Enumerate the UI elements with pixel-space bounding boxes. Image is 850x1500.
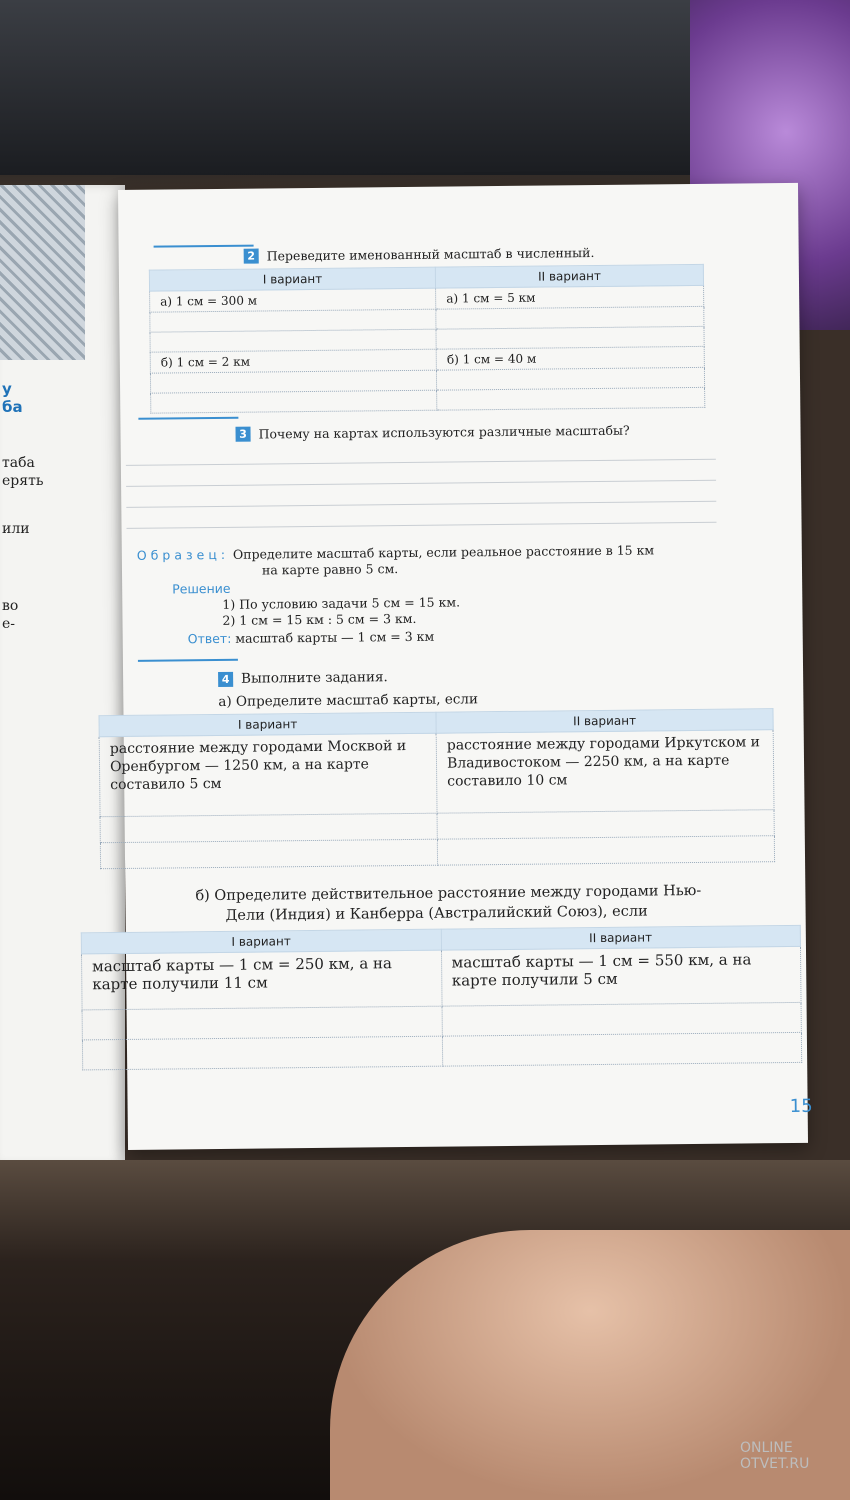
task4a-v1: расстояние между городами Москвой и Оренбургом — 1250 км, а на карте составило 5 см (99, 733, 437, 817)
left-fragment: или (2, 521, 30, 537)
answer-label: Ответ: (187, 630, 232, 647)
left-fragment: тaба (2, 455, 35, 471)
task2-table (149, 264, 705, 414)
task4b-v1: масштаб карты — 1 см = 250 км, а на карте получили 11 см (81, 950, 441, 1010)
task2-col1: I вариант (149, 267, 435, 291)
task3-number: 3 (235, 427, 250, 442)
left-fragment: е- (2, 616, 16, 632)
answer-cell[interactable] (442, 1032, 802, 1066)
task2-heading (244, 245, 595, 264)
answer-cell[interactable] (100, 813, 437, 843)
task4-title: Выполните задания. (241, 669, 388, 687)
section-rule (154, 245, 254, 248)
answer-cell[interactable] (100, 839, 437, 869)
answer-cell[interactable] (437, 387, 705, 410)
task4a-col2: II вариант (436, 709, 773, 734)
task4b-table (81, 925, 802, 1071)
page-number: 15 (789, 1095, 813, 1118)
task2-a-v2: а) 1 см = 5 км (436, 285, 704, 309)
answer-cell[interactable] (82, 1006, 442, 1040)
left-fragment: во (2, 598, 19, 614)
watermark-line2: OTVET.RU (740, 1456, 810, 1472)
task3-title: Почему на картах используются различные масштабы? (258, 422, 630, 442)
task4b-col2: II вариант (441, 925, 801, 950)
section-rule (138, 417, 238, 420)
task4a-table (98, 708, 775, 869)
answer-cell[interactable] (436, 326, 704, 349)
task4a-col1: I вариант (99, 712, 436, 737)
task2-title: Переведите именованный масштаб в численный. (266, 245, 595, 264)
solution-label: Решение (172, 580, 231, 597)
laptop-edge (0, 0, 700, 175)
watermark (740, 1440, 809, 1472)
answer-cell[interactable] (437, 367, 705, 390)
answer-cell[interactable] (436, 306, 704, 329)
answer-text: масштаб карты — 1 см = 3 км (235, 628, 435, 646)
left-fragment: ба (2, 398, 23, 416)
left-page-map-image (0, 185, 85, 360)
task3-heading (235, 423, 629, 442)
task4b-col1: I вариант (81, 929, 441, 954)
task4a-title: а) Определите масштаб карты, если (218, 691, 479, 710)
solution-step2: 2) 1 см = 15 км : 5 см = 3 км. (222, 610, 417, 628)
task4b-title-line2: Дели (Индия) и Канберра (Австралийский Союз), если (225, 903, 648, 924)
task4-heading (218, 669, 388, 687)
task4b-title-line1: б) Определите действительное расстояние между городами Нью- (195, 882, 702, 905)
left-fragment: у (2, 380, 12, 398)
solution-step1: 1) По условию задачи 5 см = 15 км. (222, 594, 461, 612)
task2-a-v1: а) 1 см = 300 м (150, 288, 436, 312)
task4a-v2: расстояние между городами Иркутском и Владивостоком — 2250 км, а на карте составило 10 см (436, 730, 774, 814)
task2-col2: II вариант (435, 264, 703, 288)
task2-number: 2 (244, 249, 259, 264)
task4b-title (195, 881, 701, 926)
answer-cell[interactable] (151, 390, 437, 413)
workbook-page (92, 183, 813, 1150)
task4-number: 4 (218, 671, 233, 686)
task2-b-v1: б) 1 см = 2 км (150, 349, 436, 373)
watermark-line1: ONLINE (740, 1440, 793, 1456)
sample-block (137, 542, 655, 647)
answer-cell[interactable] (437, 836, 774, 866)
task3-answer-lines[interactable] (126, 439, 717, 529)
answer-cell[interactable] (82, 1036, 442, 1070)
answer-cell[interactable] (442, 1002, 802, 1036)
answer-cell[interactable] (437, 810, 774, 840)
task2-b-v2: б) 1 см = 40 м (436, 346, 704, 370)
left-fragment: ерять (2, 473, 44, 489)
sample-text-line1: Определите масштаб карты, если реальное расстояние в 15 км (232, 542, 655, 562)
task4b-v2: масштаб карты — 1 см = 550 км, а на карте получили 5 см (441, 946, 801, 1006)
sample-text-line2: на карте равно 5 см. (261, 561, 399, 578)
section-rule (138, 659, 238, 662)
sample-label: Образец: (136, 546, 230, 563)
